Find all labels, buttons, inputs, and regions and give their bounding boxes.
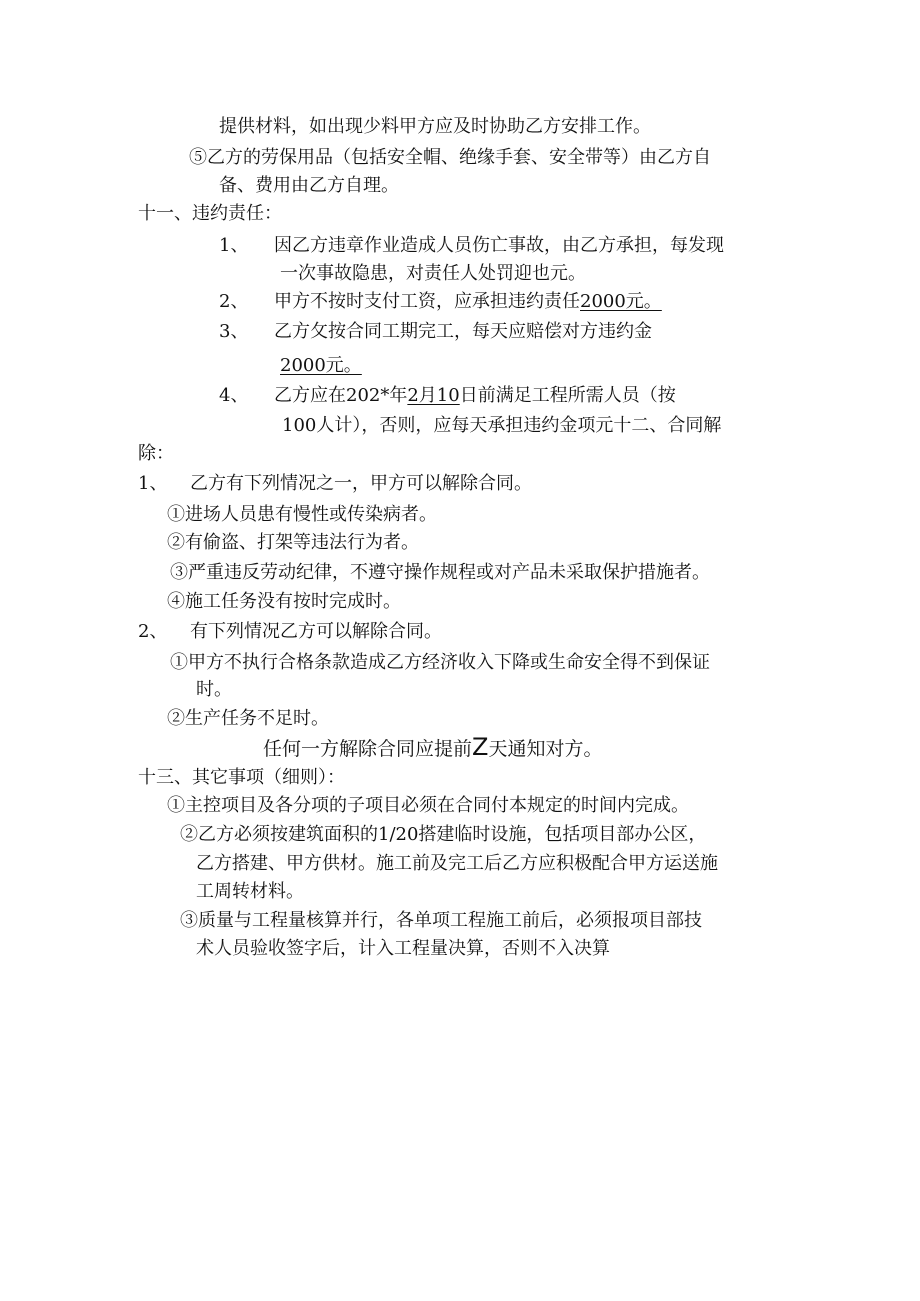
item-number: 2、 [219,291,249,312]
text-line [274,384,676,408]
text-line: 除： [138,443,174,464]
underlined-amount: 2000元。 [280,355,362,376]
text-run: 任何一方解除合同应提前 [263,738,473,760]
text-run: 甲方不按时支付工资，应承担违约责任 [274,291,580,312]
list-item: ②乙方必须按建筑面积的1/20搭建临时设施，包括项目部办公区， [180,824,707,845]
text-line: 有下列情况乙方可以解除合同。 [190,621,442,642]
text-line: 乙方搭建、甲方供材。施工前及完工后乙方应积极配合甲方运送施 [196,853,718,874]
list-item: ①主控项目及各分项的子项目必须在合同付本规定的时间内完成。 [167,795,689,816]
text-line: 乙方有下列情况之一，甲方可以解除合同。 [190,473,532,494]
list-item: ①甲方不执行合格条款造成乙方经济收入下降或生命安全得不到保证 [170,652,710,673]
item-number: 1、 [138,473,168,494]
text-line: 100人计），否则，应每天承担违约金项元十二、合同解 [282,415,722,436]
text-line: 工周转材料。 [196,881,304,902]
text-line: 一次事故隐患，对责任人处罚迎也元。 [280,263,586,284]
list-item: ①进场人员患有慢性或传染病者。 [167,504,437,525]
underlined-date: 2月10 [407,385,460,406]
text-line: 乙方攵按合同工期完工，每天应赔偿对方违约金 [274,321,652,342]
text-line: 备、费用由乙方自理。 [219,175,399,196]
text-run: 日前满足工程所需人员（按 [459,385,676,406]
list-item: ③质量与工程量核算并行，各单项工程施工前后，必须报项目部技 [180,910,702,931]
item-number: 2、 [138,621,168,642]
text-run: 乙方应在202*年 [274,385,408,406]
text-line: 时。 [196,679,232,700]
list-item: ③严重违反劳动纪律，不遵守操作规程或对产品未采取保护措施者。 [170,562,710,583]
notice-line [263,734,602,762]
text-line [274,290,662,314]
text-run: 天通知对方。 [488,738,603,760]
item-number: 3、 [219,321,249,342]
list-item: ②生产任务不足时。 [167,708,329,729]
list-item: ④施工任务没有按时完成时。 [167,591,401,612]
text-line: 因乙方违章作业造成人员伤亡事故，由乙方承担，每发现 [274,235,724,256]
section-heading: 十三、其它事项（细则）： [138,767,345,788]
underlined-amount: 2000元。 [580,291,662,312]
notice-days: Z [472,733,489,761]
list-item: ②有偷盗、打架等违法行为者。 [167,532,419,553]
text-line: 术人员验收签字后，计入工程量决算，否则不入决算 [196,938,610,959]
text-line: 提供材料，如出现少料甲方应及时协助乙方安排工作。 [219,116,651,137]
text-line: ⑤乙方的劳保用品（包括安全帽、绝缘手套、安全带等）由乙方自 [189,147,711,168]
item-number: 1、 [219,235,249,256]
item-number: 4、 [219,385,249,406]
section-heading: 十一、违约责任： [138,203,282,224]
